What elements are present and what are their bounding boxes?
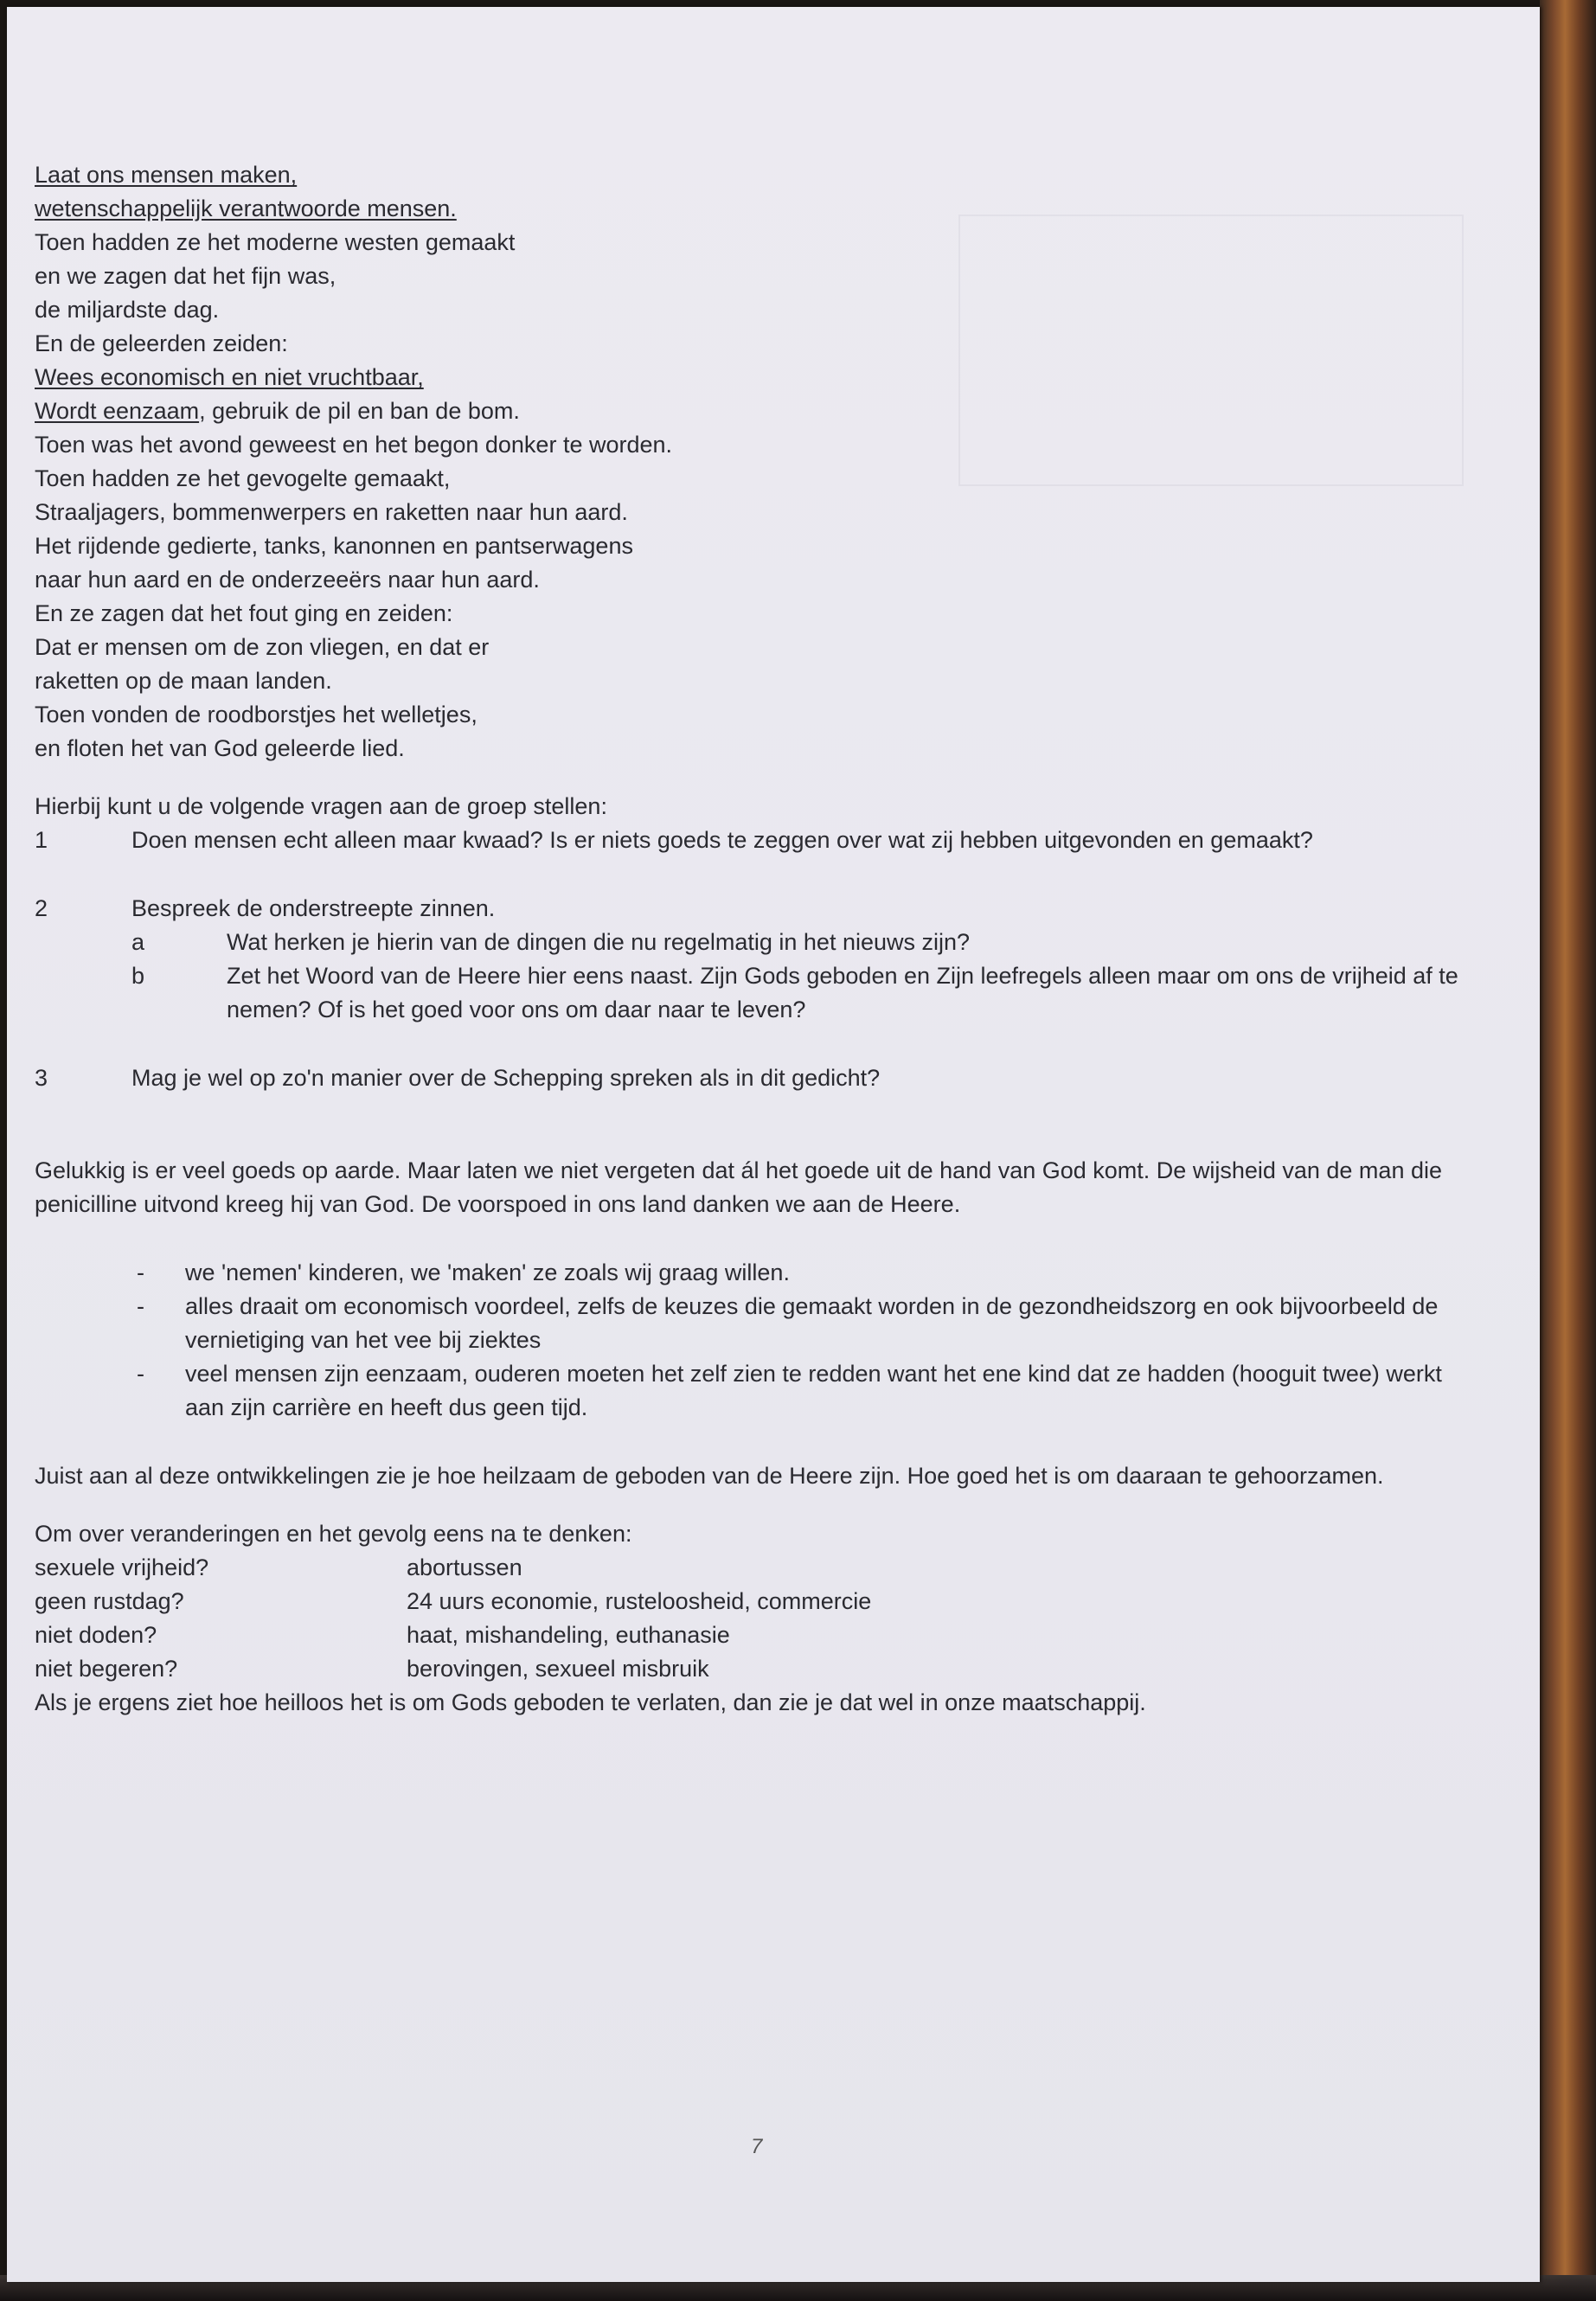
list-item: [137, 1256, 1486, 1290]
reflection-intro: Om over veranderingen en het gevolg eens na te denken:: [35, 1521, 632, 1547]
reflection-row: [35, 1585, 1505, 1618]
question-number: 2: [35, 895, 48, 921]
poem-line: Laat ons mensen maken,: [35, 162, 298, 188]
poem-line: Dat er mensen om de zon vliegen, en dat er: [35, 634, 490, 660]
reflection-question: niet doden?: [35, 1622, 157, 1648]
bullet-text: alles draait om economisch voordeel, zelfs de keuzes die gemaakt worden in de gezondheidszorg en ook bijvoorbeeld de vernietiging van het vee bij ziektes: [185, 1293, 1439, 1353]
question-2: [35, 892, 1505, 926]
reflection-row: [35, 1652, 1505, 1686]
questions-intro: Hierbij kunt u de volgende vragen aan de groep stellen:: [35, 793, 607, 819]
question-2a: [131, 926, 1505, 959]
poem-line: en we zagen dat het fijn was,: [35, 263, 337, 289]
question-text: Bespreek de onderstreepte zinnen.: [131, 895, 496, 921]
poem-line: Toen hadden ze het moderne westen gemaakt: [35, 229, 516, 255]
poem-line: Toen was het avond geweest en het begon donker te worden.: [35, 432, 673, 458]
subquestion-letter: a: [131, 929, 145, 955]
reflection-question: geen rustdag?: [35, 1588, 184, 1614]
poem-fragment: , gebruik de pil en ban de bom.: [199, 398, 520, 424]
reflection-consequence: abortussen: [407, 1554, 522, 1580]
bullet-dash: -: [137, 1361, 144, 1387]
list-item: [137, 1357, 1486, 1425]
poem: [35, 158, 1505, 766]
bullet-text: veel mensen zijn eenzaam, ouderen moeten het zelf zien te redden want het ene kind dat ze hadden (hooguit twee) werkt aan zijn carrière en heeft dus geen tijd.: [185, 1361, 1442, 1420]
poem-line: Straaljagers, bommenwerpers en raketten naar hun aard.: [35, 499, 628, 525]
closing-sentence: Als je ergens ziet hoe heilloos het is om Gods geboden te verlaten, dan zie je dat wel in onze maatschappij.: [35, 1689, 1146, 1715]
reflection-consequence: berovingen, sexueel misbruik: [407, 1656, 709, 1682]
poem-line: Toen vonden de roodborstjes het welletjes,: [35, 702, 478, 727]
reflection-consequence: haat, mishandeling, euthanasie: [407, 1622, 730, 1648]
subquestion-text: Zet het Woord van de Heere hier eens naast. Zijn Gods geboden en Zijn leefregels alleen maar om ons de vrijheid af te nemen? Of is het goed voor ons om daar naar te leven?: [227, 963, 1458, 1022]
page-number: 7: [751, 2135, 763, 2158]
poem-underlined-fragment: Wordt eenzaam: [35, 398, 200, 424]
bullet-dash: -: [137, 1293, 144, 1319]
poem-line: wetenschappelijk verantwoorde mensen.: [35, 195, 457, 221]
reflection-question: sexuele vrijheid?: [35, 1554, 209, 1580]
poem-line: En de geleerden zeiden:: [35, 330, 288, 356]
poem-line: [35, 394, 1505, 428]
poem-line: de miljardste dag.: [35, 297, 220, 323]
document-page: [7, 7, 1540, 2282]
reflection-question: niet begeren?: [35, 1656, 178, 1682]
subquestion-text: Wat herken je hierin van de dingen die nu regelmatig in het nieuws zijn?: [227, 929, 971, 955]
bullet-text: we 'nemen' kinderen, we 'maken' ze zoals wij graag willen.: [185, 1259, 790, 1285]
bullet-dash: -: [137, 1259, 144, 1285]
reflection-row: [35, 1551, 1505, 1585]
reflection-row: [35, 1618, 1505, 1652]
paragraph-commandments: Juist aan al deze ontwikkelingen zie je hoe heilzaam de geboden van de Heere zijn. Hoe goed het is om daaraan te gehoorzamen.: [35, 1463, 1384, 1489]
question-text: Mag je wel op zo'n manier over de Schepping spreken als in dit gedicht?: [131, 1065, 881, 1091]
list-item: [137, 1290, 1486, 1357]
poem-line: Wees economisch en niet vruchtbaar,: [35, 364, 424, 390]
poem-line: Toen hadden ze het gevogelte gemaakt,: [35, 465, 451, 491]
poem-line: raketten op de maan landen.: [35, 668, 332, 694]
question-number: 1: [35, 827, 48, 853]
poem-line: naar hun aard en de onderzeeërs naar hun aard.: [35, 567, 540, 593]
poem-line: En ze zagen dat het fout ging en zeiden:: [35, 600, 453, 626]
reflection-consequence: 24 uurs economie, rusteloosheid, commercie: [407, 1588, 872, 1614]
question-text: Doen mensen echt alleen maar kwaad? Is er niets goeds te zeggen over wat zij hebben uitgevonden en gemaakt?: [131, 827, 1313, 853]
question-1: [35, 824, 1505, 857]
poem-line: Het rijdende gedierte, tanks, kanonnen en pantserwagens: [35, 533, 633, 559]
page-content: [35, 158, 1505, 1720]
paragraph-good-from-god: Gelukkig is er veel goeds op aarde. Maar laten we niet vergeten dat ál het goede uit de hand van God komt. De wijsheid van de man die penicilline uitvond kreeg hij van God. De voorspoed in ons land danken we aan de Heere.: [35, 1157, 1442, 1217]
question-number: 3: [35, 1065, 48, 1091]
question-2b: [131, 959, 1505, 1027]
bullet-list: [137, 1256, 1486, 1425]
question-3: [35, 1061, 1505, 1095]
subquestion-letter: b: [131, 963, 145, 989]
poem-line: en floten het van God geleerde lied.: [35, 735, 405, 761]
book-spine: [1540, 0, 1596, 2301]
